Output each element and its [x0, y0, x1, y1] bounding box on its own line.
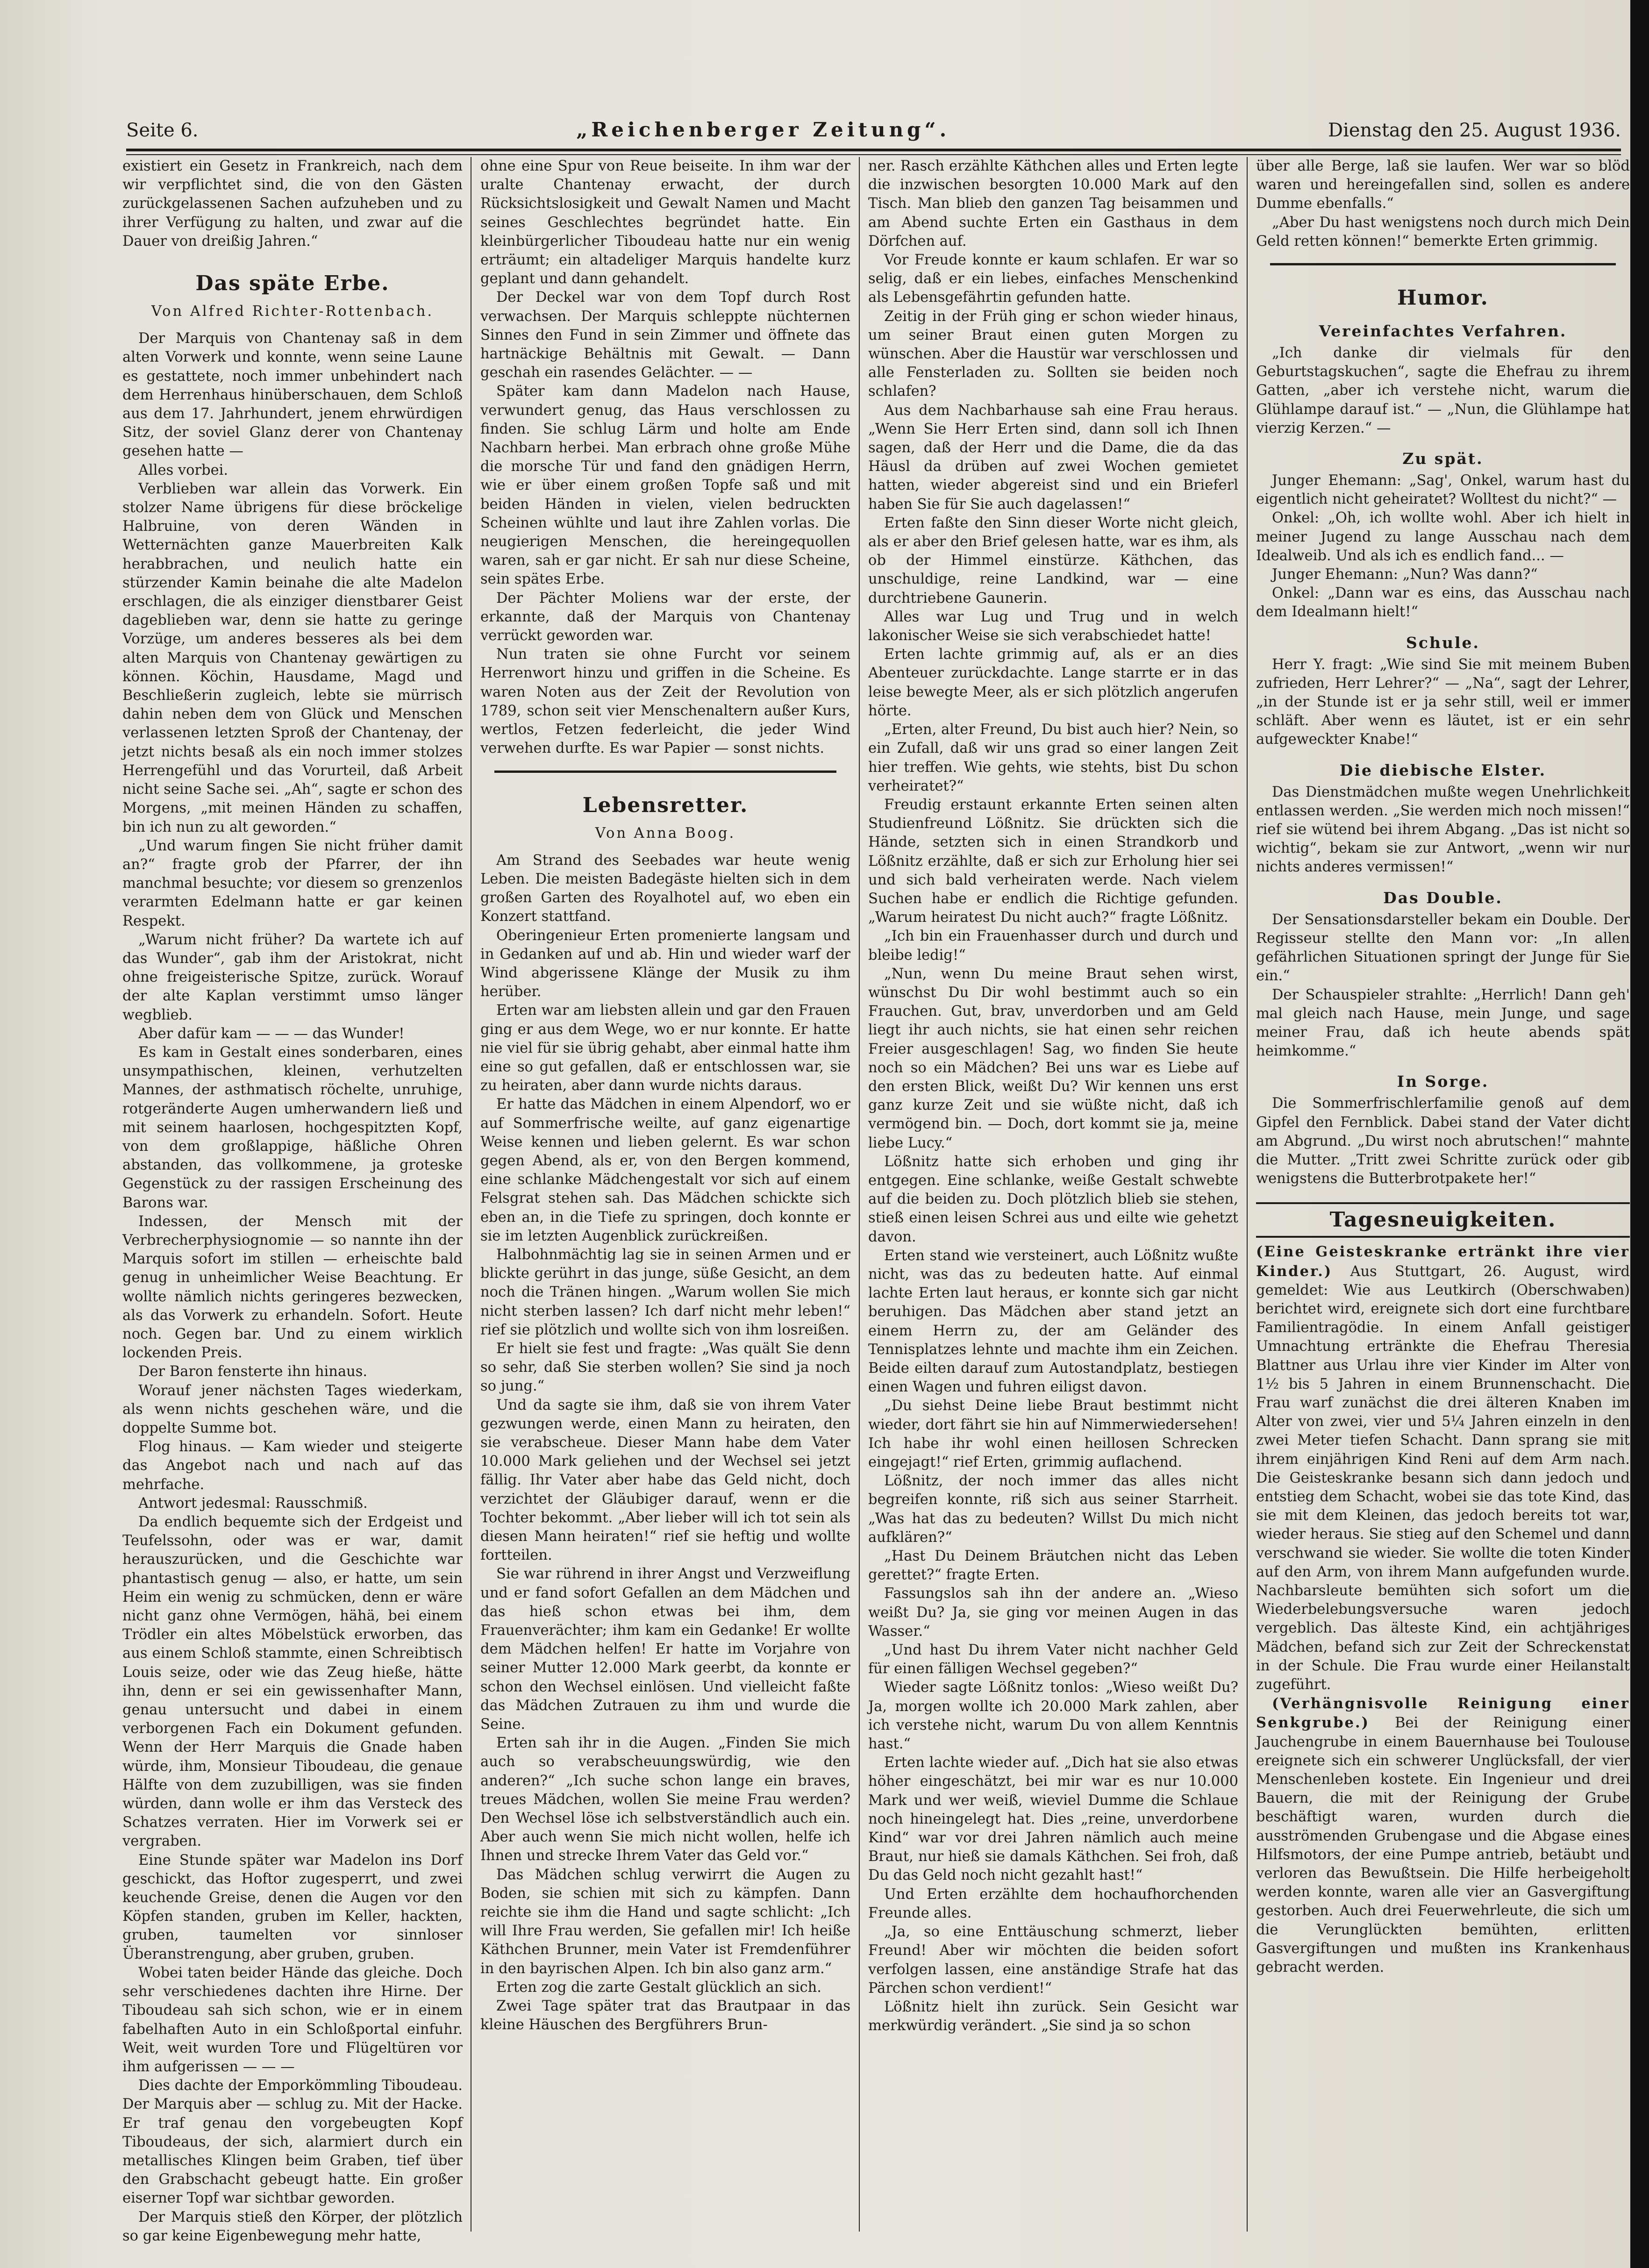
paragraph: Herr Y. fragt: „Wie sind Sie mit meinem Buben zufrieden, Herr Lehrer?“ — „Na“, sagt der Lehrer, „in der Stunde ist er ja sehr still, weil er immer schläft. Aber wenn es läutet, ist er ein sehr aufgeweckter Knabe!“ [1256, 656, 1630, 748]
article-byline: Von Anna Boog. [595, 825, 736, 842]
paragraph: Er hielt sie fest und fragte: „Was quält Sie denn so sehr, daß Sie sterben wollen? Sie sind ja noch so jung.“ [480, 1340, 850, 1395]
paragraph: Der Deckel war von dem Topf durch Rost verwachsen. Der Marquis schleppte nüchternen Sinnes den Fund in sein Zimmer und öffnete das hartnäckige Behältnis mit Gewalt. — Dann geschah ein rasendes Gelächter. — — [480, 289, 850, 381]
article-byline: Von Alfred Richter-Rottenbach. [151, 303, 434, 320]
column-divider [1247, 157, 1248, 2232]
paragraph: Onkel: „Oh, ich wollte wohl. Aber ich hielt in meiner Jugend zu lange Ausschau nach dem Idealweib. Und als ich es endlich fand... — [1256, 510, 1630, 564]
paragraph: „Und hast Du ihrem Vater nicht nachher Geld für einen fälligen Wechsel gegeben?“ [868, 1642, 1238, 1677]
paragraph: Sie war rührend in ihrer Angst und Verzweiflung und er fand sofort Gefallen an dem Mädchen und das hieß schon etwas bei ihm, dem Frauenverächter; ihm kam ein Gedanke! Er wollte dem Mädchen helfen! Er hatte im Vorjahre von seiner Mutter 12.000 Mark geerbt, da konnte er schon den Wechsel einlösen. Und vielleicht faßte das Mädchen Zutrauen zu ihm und wurde die Seine. [480, 1566, 850, 1733]
paragraph: Der Schauspieler strahlte: „Herrlich! Dann geh' mal gleich nach Hause, mein Junge, und sage meiner Frau, daß ich heute abends spät heimkomme.“ [1256, 986, 1630, 1060]
issue-date: Dienstag den 25. August 1936. [1328, 120, 1621, 141]
paragraph: Das Mädchen schlug verwirrt die Augen zu Boden, sie schien mit sich zu kämpfen. Dann reichte sie ihm die Hand und sagte schlicht: „Ich will Ihre Frau werden, Sie gefallen mir! Ich heiße Käthchen Brunner, mein Vater ist Fremdenführer in den bayrischen Alpen. Ich bin also ganz arm.“ [480, 1866, 850, 1977]
paragraph: Erten sah ihr in die Augen. „Finden Sie mich auch so verabscheuungswürdig, wie den anderen?“ „Ich suche schon lange ein braves, treues Mädchen, wollen Sie meine Frau werden? Den Wechsel löse ich selbstverständlich auch ein. Aber auch wenn Sie mich nicht wollen, helfe ich Ihnen und strecke Ihrem Vater das Geld vor.“ [480, 1735, 850, 1864]
paragraph: Zwei Tage später trat das Brautpaar in das kleine Häuschen des Bergführers Brun- [480, 1998, 850, 2033]
section-title-news: Tagesneuigkeiten. [1329, 1208, 1556, 1232]
paragraph: Lößnitz hielt ihn zurück. Sein Gesicht war merkwürdig verändert. „Sie sind ja so schon [868, 1998, 1238, 2034]
joke-title: Schule. [1406, 633, 1480, 652]
paragraph: Dies dachte der Emporkömmling Tiboudeau. Der Marquis aber — schlug zu. Mit der Hacke. Er traf genau den vorgebeugten Kopf Tiboudeaus, der sich, alarmiert durch ein metallisches Klingen beim Graben, tief über den Grabschacht gebeugt hatte. Ein großer eiserner Topf war sichtbar geworden. [122, 2077, 463, 2207]
paragraph: Später kam dann Madelon nach Hause, verwundert genug, das Haus verschlossen zu finden. Sie schlug Lärm und holte am Ende Nachbarn herbei. Man erbrach ohne große Mühe die morsche Tür und fand den gnädigen Herrn, wie er über einem großen Topfe saß und mit beiden Händen in vielen, vielen bedruckten Scheinen wühlte und laut ihre Zahlen vorlas. Die neugierigen Menschen, die hereingequollen waren, sah er gar nicht. Er sah nur diese Scheine, sein spätes Erbe. [480, 383, 850, 588]
joke-title: Vereinfachtes Verfahren. [1319, 322, 1567, 341]
paragraph: Der Baron fensterte ihn hinaus. [138, 1363, 368, 1380]
paragraph: Die Sommerfrischlerfamilie genoß auf dem Gipfel den Fernblick. Dabei stand der Vater dicht am Abgrund. „Du wirst noch abrutschen!“ mahnte die Mutter. „Tritt zwei Schritte zurück oder gib wenigstens die Butterbrotpakete her!“ [1256, 1095, 1630, 1187]
column-1 [122, 157, 463, 2244]
paragraph: Erten zog die zarte Gestalt glücklich an sich. [496, 1979, 821, 1996]
paragraph: Lößnitz, der noch immer das alles nicht begreifen konnte, riß sich aus seiner Starrheit. „Was hat das zu bedeuten? Willst Du mich nicht aufklären?“ [868, 1473, 1238, 1546]
paragraph: Es kam in Gestalt eines sonderbaren, eines unsympathischen, kleinen, verhutzelten Mannes, der asthmatisch röchelte, unruhige, rotgeränderte Augen umherwandern ließ und mit seinem haarlosen, hochgespitzten Kopf, von dem großlappige, häßliche Ohren abstanden, das vollkommene, ja groteske Gegenstück zu der rassigen Erscheinung des Barons war. [122, 1044, 463, 1211]
paragraph: Und Erten erzählte dem hochaufhorchenden Freunde alles. [868, 1886, 1238, 1921]
joke-title: In Sorge. [1397, 1072, 1489, 1091]
paragraph: Aber dafür kam — — — das Wunder! [138, 1025, 405, 1042]
news-headline: (Verhängnisvolle Reinigung einer Senkgrube.) [1256, 1695, 1630, 1732]
paragraph: Eine Stunde später war Madelon ins Dorf geschickt, das Hoftor zugesperrt, und zwei keuchende Greise, denen die Augen vor den Köpfen standen, gruben im Keller, hackten, gruben, taumelten vor sinnloser Überanstrengung, aber gruben, gruben. [122, 1852, 463, 1962]
paragraph: Junger Ehemann: „Nun? Was dann?“ [1272, 566, 1538, 583]
paragraph: Flog hinaus. — Kam wieder und steigerte das Angebot nach und nach auf das mehrfache. [122, 1439, 463, 1493]
paragraph: Wieder sagte Lößnitz tonlos: „Wieso weißt Du? Ja, morgen wollte ich 20.000 Mark zahlen, aber ich verstehe nicht, warum Du von allem Kenntnis hast.“ [868, 1679, 1238, 1753]
column-divider [859, 157, 860, 2232]
paragraph: Der Marquis stieß den Körper, der plötzlich so gar keine Eigenbewegung mehr hatte, [122, 2209, 463, 2244]
paragraph: Oberingenieur Erten promenierte langsam und in Gedanken auf und ab. Hin und wieder warf der Wind abgerissene Klänge der Musik zu ihm herüber. [480, 927, 850, 1000]
news-headline: (Eine Geisteskranke ertränkt ihre vier Kinder.) [1256, 1243, 1630, 1280]
paragraph: Das Dienstmädchen mußte wegen Unehrlichkeit entlassen werden. „Sie werden mich noch missen!“ rief sie wütend bei ihrem Abgang. „Das ist nicht so wichtig“, bekam sie zur Antwort, „wenn wir nur nichts anderes vermissen!“ [1256, 784, 1630, 876]
news-item [1256, 1694, 1630, 1977]
paragraph: ner. Rasch erzählte Käthchen alles und Erten legte die inzwischen besorgten 10.000 Mark auf den Tisch. Man blieb den ganzen Tag beisammen und am Abend suchte Erten ein Gasthaus in dem Dörfchen auf. [868, 158, 1238, 250]
paragraph: Zeitig in der Früh ging er schon wieder hinaus, um seiner Braut einen guten Morgen zu wünschen. Aber die Haustür war verschlossen und alle Fensterladen zu. Sollten sie beiden noch schlafen? [868, 308, 1238, 400]
paragraph: Der Pächter Moliens war der erste, der erkannte, daß der Marquis von Chantenay verrückt geworden war. [480, 590, 850, 644]
paragraph: Wobei taten beider Hände das gleiche. Doch sehr verschiedenes dachten ihre Hirne. Der Tiboudeau sah sich schon, wie er in einem fabelhaften Auto in ein Schloßportal einfuhr. Weit, weit wurden Tore und Flügeltüren vor ihm aufgerissen — — — [122, 1964, 463, 2075]
paragraph: „Nun, wenn Du meine Braut sehen wirst, wünschst Du Dir wohl bestimmt auch so ein Frauchen. Gut, brav, unverdorben und am Geld liegt ihr auch nichts, sie hat einen sehr reichen Freier ausgeschlagen! Sag, wo finden Sie heute noch so ein Mädchen? Bei uns war es Liebe auf den ersten Blick, weißt Du? Wir kennen uns erst ganz kurze Zeit und sie wüßte nicht, daß ich vermögend bin. — Doch, dort kommt sie ja, meine liebe Lucy.“ [868, 965, 1238, 1151]
paragraph: „Hast Du Deinem Bräutchen nicht das Leben gerettet?“ fragte Erten. [868, 1548, 1238, 1583]
paragraph: „Aber Du hast wenigstens noch durch mich Dein Geld retten können!“ bemerkte Erten grimmig. [1256, 214, 1630, 250]
scan-edge [1630, 0, 1649, 2268]
paragraph: Junger Ehemann: „Sag', Onkel, warum hast du eigentlich nicht geheiratet? Wolltest du nicht?“ — [1256, 472, 1630, 508]
paragraph: Erten stand wie versteinert, auch Lößnitz wußte nicht, was das zu bedeuten hatte. Auf einmal lachte Erten laut heraus, er konnte sich gar nicht beruhigen. Das Mädchen aber stand jetzt an einem Herrn zu, der am Geländer des Tennisplatzes lehnte und machte ihm ein Zeichen. Beide eilten darauf zum Autostandplatz, bestiegen einen Wagen und fuhren eiligst davon. [868, 1247, 1238, 1396]
paragraph: „Warum nicht früher? Da wartete ich auf das Wunder“, gab ihm der Aristokrat, nicht ohne freigeisterische Spitze, zurück. Worauf der alte Kaplan verstimmt umso länger wegblieb. [122, 931, 463, 1023]
paragraph: „Erten, alter Freund, Du bist auch hier? Nein, so ein Zufall, daß wir uns grad so einer langen Zeit hier treffen. Wie gehts, wie stehts, bist Du schon verheiratet?“ [868, 721, 1238, 794]
paragraph: Erten war am liebsten allein und gar den Frauen ging er aus dem Wege, wo er nur konnte. Er hatte nie viel für sie übrig gehabt, aber einmal hatte ihm eine so gut gefallen, daß er entschlossen war, sie zu heiraten, aber dann wurde nichts daraus. [480, 1002, 850, 1094]
paragraph: Nun traten sie ohne Furcht vor seinem Herrenwort hinzu und griffen in die Scheine. Es waren Noten aus der Zeit der Revolution von 1789, schon seit vier Menschenaltern außer Kurs, wertlos, Fetzen federleicht, die jeder Wind verwehen durfte. Es war Papier — sonst nichts. [480, 646, 850, 757]
section-title-humor: Humor. [1397, 286, 1489, 310]
paragraph: „Du siehst Deine liebe Braut bestimmt nicht wieder, dort fährt sie hin auf Nimmerwiedersehen! Ich habe ihr wohl einen heillosen Schrecken eingejagt!“ rief Erten, grimmig auflachend. [868, 1398, 1238, 1471]
paragraph: Antwort jedesmal: Rausschmiß. [138, 1495, 368, 1512]
joke-title: Zu spät. [1402, 449, 1484, 468]
page-number: Seite 6. [126, 120, 199, 141]
paragraph: Am Strand des Seebades war heute wenig Leben. Die meisten Badegäste hielten sich in dem großen Garten des Royalhotel auf, wo eben ein Konzert stattfand. [480, 852, 850, 925]
joke-title: Das Double. [1383, 888, 1503, 907]
paragraph: Da endlich bequemte sich der Erdgeist und Teufelssohn, oder was er war, damit herauszurücken, und die Geschichte war phantastisch genug — also, er hatte, um sein Heim ein wenig zu schmücken, denn er wäre nicht ganz ohne Vermögen, hähä, bei einem Trödler ein altes Möbelstück erworben, das aus einem Schloß stammte, einen Schreibtisch Louis seize, oder wie das Zeug hieße, hätte ihn, denn er sei ein gewissenhafter Mann, genau untersucht und dabei in einem verborgenen Fach ein Dokument gefunden. Wenn der Herr Marquis die Gnade haben würde, ihm, Monsieur Tiboudeau, die genaue Hälfte von dem zuzubilligen, was sie finden würden, dann wolle er ihm das Versteck des Schatzes verraten. Hier im Vorwerk sei er vergraben. [122, 1514, 463, 1850]
header-rule [126, 149, 1621, 151]
column-4 [1256, 157, 1630, 2227]
news-body: Aus Stuttgart, 26. August, wird gemeldet: Wie aus Leutkirch (Oberschwaben) berichtet wird, ereignete sich dort eine furchtbare Familientragödie. In einem Anfall geistiger Umnachtung ertränkte die Ehefrau Theresia Blattner aus Urlau ihre vier Kinder im Alter von 1½ bis 5 Jahren in einem Brunnenschacht. Die Frau warf zunächst die drei älteren Knaben im Alter von zwei, vier und 5¼ Jahren einzeln in den zwei Meter tiefen Schacht. Dann sprang sie mit ihrem einjährigen Kind Reni auf dem Arm nach. Die Geisteskranke besann sich dann jedoch und entstieg dem Schacht, wobei sie das tote Kind, das sie mit dem Kleinen, das jedoch bereits tot war, wieder heraus. Sie stieg auf den Schemel und dann verschwand sie wieder. Sie wollte die toten Kinder auf den Arm, von ihrem Mann aufgefunden wurde. Nachbarsleute bemühten sich sofort um die Wiederbelebungsversuche waren jedoch vergeblich. Das älteste Kind, ein achtjähriges Mädchen, befand sich zur Zeit der Schreckenstat in der Schule. Die Frau wurde einer Heilanstalt zugeführt. [1256, 1263, 1630, 1693]
page-header [126, 108, 1621, 141]
paragraph: „Ich bin ein Frauenhasser durch und durch und bleibe ledig!“ [868, 928, 1238, 963]
header-rule-thin [126, 154, 1621, 155]
paragraph: „Ja, so eine Enttäuschung schmerzt, lieber Freund! Aber wir möchten die beiden sofort verfolgen lassen, eine anständige Strafe hat das Pärchen schon verdient!“ [868, 1924, 1238, 1997]
paragraph: Fassungslos sah ihn der andere an. „Wieso weißt Du? Ja, sie ging vor meinen Augen in das Wasser.“ [868, 1585, 1238, 1640]
paragraph: Er hatte das Mädchen in einem Alpendorf, wo er auf Sommerfrische weilte, auf ganz eigenartige Weise kennen und lieben gelernt. Es war schon gegen Abend, als er, von den Bergen kommend, eine schlanke Mädchengestalt vor sich auf einem Felsgrat stehen sah. Das Mädchen schickte sich eben an, in die Tiefe zu springen, doch konnte er sie im letzten Augenblick zurückreißen. [480, 1096, 850, 1244]
paragraph: Indessen, der Mensch mit der Verbrecherphysiognomie — so nannte ihn der Marquis sofort im stillen — erheischte bald genug in unheimlicher Weise Beachtung. Er wollte nämlich nichts geringeres bezwecken, als das Vorwerk zu erhandeln. Sofort. Heute noch. Gegen bar. Und zu einem wirklich lockenden Preis. [122, 1213, 463, 1362]
news-body: Bei der Reinigung einer Jauchengrube in einem Bauernhause bei Toulouse ereignete sich ein schwerer Unglücksfall, der vier Menschenleben kostete. Ein Ingenieur und drei Bauern, die mit der Reinigung der Grube beschäftigt waren, wurden durch die ausströmenden Grubengase und die Abgase eines Hilfsmotors, der eine Pumpe antrieb, betäubt und verloren das Bewußtsein. Die Hilfe herbeigeholt werden konnte, waren alle vier an Gasvergiftung gestorben. Auch drei Feuerwehrleute, die sich um die Verunglückten bemühten, erlitten Gasvergiftungen und mußten ins Krankenhaus gebracht werden. [1256, 1715, 1630, 1976]
paragraph: Vor Freude konnte er kaum schlafen. Er war so selig, daß er ein liebes, einfaches Menschenkind als Lebensgefährtin gefunden hatte. [868, 252, 1238, 306]
paragraph: Verblieben war allein das Vorwerk. Ein stolzer Name übrigens für diese bröckelige Halbruine, von deren Wänden in Wetternächten ganze Mauerbreiten Kalk herabbrachen, und neulich hatte ein stürzender Kamin beinahe die alte Madelon erschlagen, die als einziger dienstbarer Geist dageblieben war, denn sie hatte zu geringe Vorzüge, um anderes besseres als bei dem alten Marquis von Chantenay gewärtigen zu können. Köchin, Hausdame, Magd und Beschließerin zugleich, lebte sie mürrisch dahin neben dem von Glück und Menschen verlassenen letzten Sproß der Chantenay, der jetzt nichts besaß als ein noch immer stolzes Herrengefühl und das Vorurteil, daß Arbeit nicht seine Sache sei. „Ah“, sagte er schon des Morgens, „mit meinen Händen zu schaffen, bin ich nun zu alt geworden.“ [122, 480, 463, 835]
paragraph: Halbohnmächtig lag sie in seinen Armen und er blickte gerührt in das junge, süße Gesicht, an dem noch die Tränen hingen. „Warum wollen Sie mich nicht sterben lassen? Ich darf nicht mehr leben!“ rief sie plötzlich und wollte sich von ihm losreißen. [480, 1246, 850, 1338]
paragraph: über alle Berge, laß sie laufen. Wer war so blöd waren und hereingefallen sind, sollen es andere Dumme ebenfalls.“ [1256, 158, 1630, 212]
paragraph: Der Marquis von Chantenay saß in dem alten Vorwerk und konnte, wenn seine Laune es gestattete, noch immer unbehindert nach dem Herrenhaus hinüberschauen, dem Schloß aus dem 17. Jahrhundert, jenem ehrwürdigen Sitz, der soviel Glanz derer von Chantenay gesehen hatte — [122, 330, 463, 460]
joke-title: Die diebische Elster. [1339, 761, 1547, 779]
news-item [1256, 1242, 1630, 1694]
news-title-box [1256, 1202, 1630, 1238]
paragraph: Worauf jener nächsten Tages wiederkam, als wenn nichts geschehen wäre, und die doppelte Summe bot. [122, 1382, 463, 1436]
article-title: Das späte Erbe. [195, 271, 390, 296]
section-rule [1270, 263, 1616, 265]
article-title: Lebensretter. [582, 793, 749, 817]
column-2 [480, 157, 850, 2227]
paragraph: „Und warum fingen Sie nicht früher damit an?“ fragte grob der Pfarrer, der ihn manchmal besuchte; vor diesem so grenzenlos verarmten Edelmann hatte er gar keinen Respekt. [122, 837, 463, 929]
paragraph: Lößnitz hatte sich erhoben und ging ihr entgegen. Eine schlanke, weiße Gestalt schwebte auf die beiden zu. Doch plötzlich blieb sie stehen, stieß einen leisen Schrei aus und eilte wie gehetzt davon. [868, 1153, 1238, 1245]
paragraph: Onkel: „Dann war es eins, das Ausschau nach dem Idealmann hielt!“ [1256, 585, 1630, 620]
paragraph: „Ich danke dir vielmals für den Geburtstagskuchen“, sagte die Ehefrau zu ihrem Gatten, „aber ich verstehe nicht, warum die Glühlampe darauf ist.“ — „Nun, die Glühlampe hat vierzig Kerzen.“ — [1256, 345, 1630, 436]
paragraph: existiert ein Gesetz in Frankreich, nach dem wir verpflichtet sind, die von den Gästen zurückgelassenen Sachen aufzuheben und zu ihrer Verfügung zu halten, und zwar auf die Dauer von dreißig Jahren.“ [122, 158, 463, 250]
paragraph: ohne eine Spur von Reue beiseite. In ihm war der uralte Chantenay erwacht, der durch Rücksichtslosigkeit und Gewalt Namen und Macht seines Geschlechtes begründet hatte. Ein kleinbürgerlicher Tiboudeau hatte nur ein wenig erträumt; ein altadeliger Marquis handelte kurz geplant und dann gehandelt. [480, 158, 850, 287]
paragraph: Freudig erstaunt erkannte Erten seinen alten Studienfreund Lößnitz. Sie drückten sich die Hände, setzten sich in einen Strandkorb und Lößnitz erzählte, daß er sich zur Erholung hier sei und sich bald verheiraten werde. Nach vielem Suchen habe er endlich die Richtige gefunden. „Warum heiratest Du nicht auch?“ fragte Lößnitz. [868, 796, 1238, 926]
paragraph: Alles vorbei. [138, 462, 228, 478]
paragraph: Erten lachte grimmig auf, als er an dies Abenteuer zurückdachte. Lange starrte er in das leise bewegte Meer, als er sich plötzlich angerufen hörte. [868, 646, 1238, 719]
section-rule [494, 770, 836, 773]
paragraph: Erten lachte wieder auf. „Dich hat sie also etwas höher eingeschätzt, bei mir war es nur 10.000 Mark und wer weiß, wieviel Dumme die Schlaue noch hineingelegt hat. Dies „reine, unverdorbene Kind“ war vor drei Jahren nämlich auch meine Braut, nur hieß sie damals Käthchen. Sei froh, daß Du das Geld noch nicht gezahlt hast!“ [868, 1754, 1238, 1884]
paragraph: Alles war Lug und Trug und in welch lakonischer Weise sie sich verabschiedet hatte! [868, 608, 1238, 644]
newspaper-title: „Reichenberger Zeitung“. [576, 118, 950, 141]
column-3 [868, 157, 1238, 2227]
paragraph: Aus dem Nachbarhause sah eine Frau heraus. „Wenn Sie Herr Erten sind, dann soll ich Ihnen sagen, daß der Herr und die Dame, die da das Häusl da drüben auf zwei Wochen gemietet hatten, wieder abgereist sind und ein Brieferl haben Sie für Sie auch dagelassen!“ [868, 402, 1238, 513]
paragraph: Der Sensationsdarsteller bekam ein Double. Der Regisseur stellte den Mann vor: „In allen gefährlichen Situationen springt der Junge für Sie ein.“ [1256, 911, 1630, 984]
paragraph: Erten faßte den Sinn dieser Worte nicht gleich, als er aber den Brief gelesen hatte, war es ihm, als ob der Himmel einstürze. Käthchen, das unschuldige, reine Landkind, war — eine durchtriebene Gaunerin. [868, 514, 1238, 606]
paragraph: Und da sagte sie ihm, daß sie von ihrem Vater gezwungen werde, einen Mann zu heiraten, den sie verabscheue. Dieser Mann habe dem Vater 10.000 Mark geliehen und der Wechsel sei jetzt fällig. Ihr Vater aber habe das Geld nicht, doch verzichtet der Gläubiger darauf, wenn er die Tochter bekommt. „Aber lieber will ich tot sein als diesen Mann heiraten!“ rief sie heftig und wollte fortteilen. [480, 1397, 850, 1564]
